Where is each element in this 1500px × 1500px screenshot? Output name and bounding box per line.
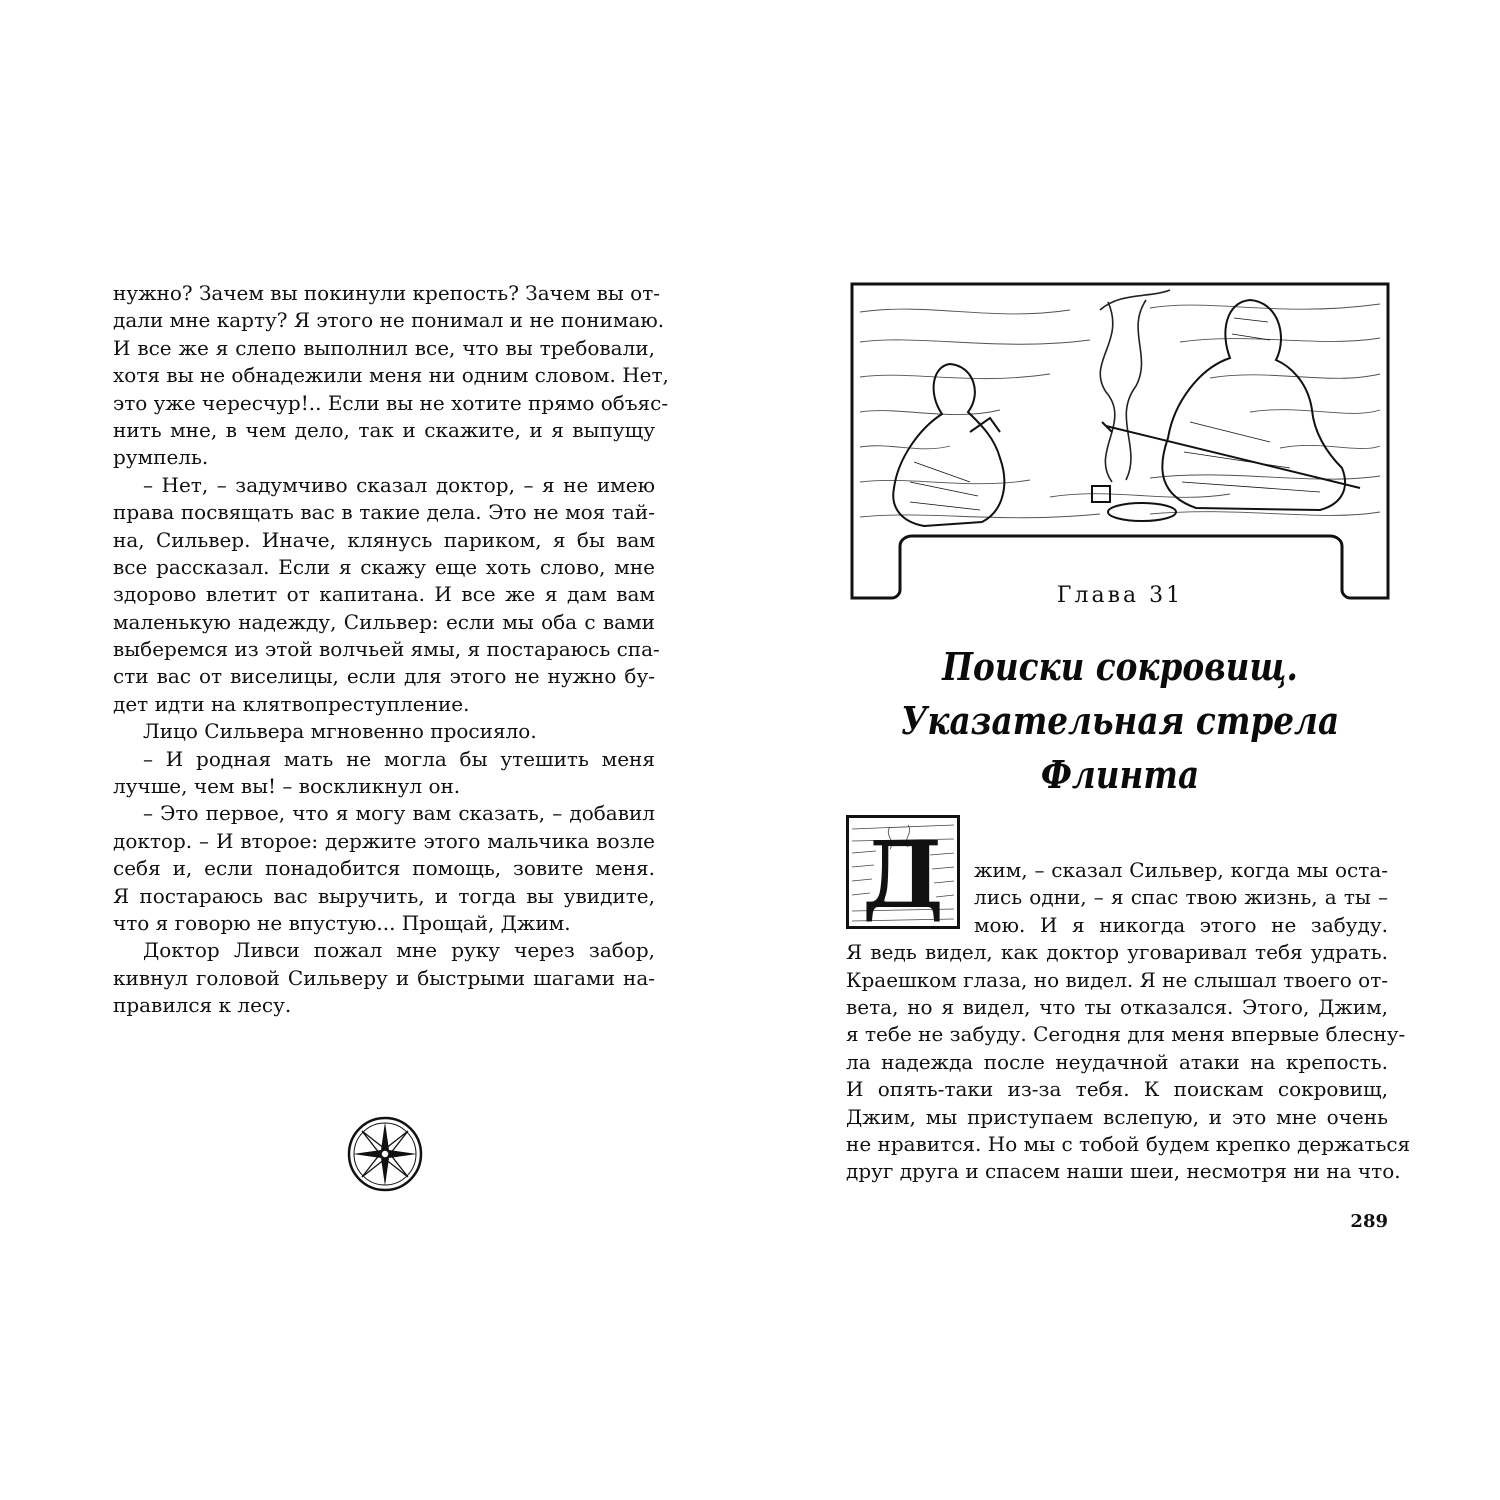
- text-line: Краешком глаза, но видел. Я не слышал твоего от-: [846, 967, 1389, 992]
- text-line: сти вас от виселицы, если для этого не нужно бу-: [113, 664, 655, 689]
- text-line: доктор. – И второе: держите этого мальчика возле: [113, 828, 655, 853]
- right-page-text: [846, 857, 1411, 1186]
- text-line: я тебе не забуду. Сегодня для меня впервые блесну-: [846, 1022, 1406, 1047]
- right-page: [750, 0, 1500, 1500]
- text-line: хотя вы не обнадежили меня ни одним словом. Нет,: [113, 363, 669, 388]
- text-line: выберемся из этой волчьей ямы, я постараюсь спа-: [113, 637, 660, 662]
- text-line: жим, – сказал Сильвер, когда мы оста-: [974, 858, 1388, 882]
- chapter-label: Глава 31: [1056, 583, 1184, 608]
- text-line: ла надежда после неудачной атаки на крепость.: [846, 1049, 1388, 1074]
- text-line: нить мне, в чем дело, так и скажите, и я выпущу: [113, 417, 655, 442]
- text-line: – Это первое, что я могу вам сказать, – добавил: [143, 801, 655, 826]
- text-line: кивнул головой Сильверу и быстрыми шагами на-: [113, 965, 655, 990]
- text-line: все рассказал. Если я скажу еще хоть слово, мне: [113, 554, 655, 579]
- text-line: вета, но я видел, что ты отказался. Этого, Джим,: [846, 994, 1388, 1019]
- text-line: Джим, мы приступаем вслепую, и это мне очень: [846, 1104, 1388, 1129]
- text-line: дет идти на клятвопреступление.: [113, 691, 470, 716]
- text-line: Я постараюсь вас выручить, и тогда вы увидите,: [113, 883, 655, 908]
- text-line: румпель.: [113, 445, 209, 470]
- text-line: на, Сильвер. Иначе, клянусь париком, я бы вам: [113, 527, 655, 552]
- text-line: права посвящать вас в такие дела. Это не моя тай-: [113, 500, 655, 525]
- compass-rose-ornament: [347, 1116, 423, 1192]
- text-line: мою. И я никогда этого не забуду.: [974, 912, 1388, 937]
- chapter-title: [879, 640, 1361, 802]
- text-line: маленькую надежду, Сильвер: если мы оба с вами: [113, 609, 655, 634]
- text-line: И все же я слепо выполнил все, что вы требовали,: [113, 335, 655, 360]
- text-line: Я ведь видел, как доктор уговаривал тебя удрать.: [846, 940, 1388, 965]
- chapter-illustration: [850, 282, 1390, 607]
- chapter-title-line-2: Указательная стрела Флинта: [900, 698, 1340, 797]
- text-line: нужно? Зачем вы покинули крепость? Зачем вы от-: [113, 281, 661, 305]
- text-line: И опять-таки из-за тебя. К поискам сокровищ,: [846, 1077, 1388, 1102]
- text-line: лучше, чем вы! – воскликнул он.: [113, 774, 461, 799]
- text-line: не нравится. Но мы с тобой будем крепко держаться: [846, 1131, 1411, 1156]
- text-line: друг друга и спасем наши шеи, несмотря ни на что.: [846, 1159, 1401, 1184]
- text-line: что я говорю не впустую... Прощай, Джим.: [113, 910, 571, 935]
- chapter-title-line-1: Поиски сокровищ.: [942, 644, 1298, 689]
- text-line: Лицо Сильвера мгновенно просияло.: [143, 719, 537, 744]
- left-page-text: [113, 280, 669, 1020]
- text-line: это уже чересчур!.. Если вы не хотите прямо объяс-: [113, 390, 669, 415]
- drop-cap-letter: Д: [862, 821, 944, 929]
- text-line: дали мне карту? Я этого не понимал и не понимаю.: [113, 308, 665, 333]
- text-line: здорово влетит от капитана. И все же я дам вам: [113, 582, 655, 607]
- text-line: лись одни, – я спас твою жизнь, а ты –: [974, 885, 1388, 910]
- text-line: себя и, если понадобится помощь, зовите меня.: [113, 856, 655, 881]
- text-line: Доктор Ливси пожал мне руку через забор,: [143, 938, 655, 963]
- text-line: правился к лесу.: [113, 993, 292, 1018]
- page-number: 289: [1350, 1211, 1388, 1232]
- text-line: – И родная мать не могла бы утешить меня: [143, 746, 655, 771]
- text-line: – Нет, – задумчиво сказал доктор, – я не имею: [143, 472, 655, 497]
